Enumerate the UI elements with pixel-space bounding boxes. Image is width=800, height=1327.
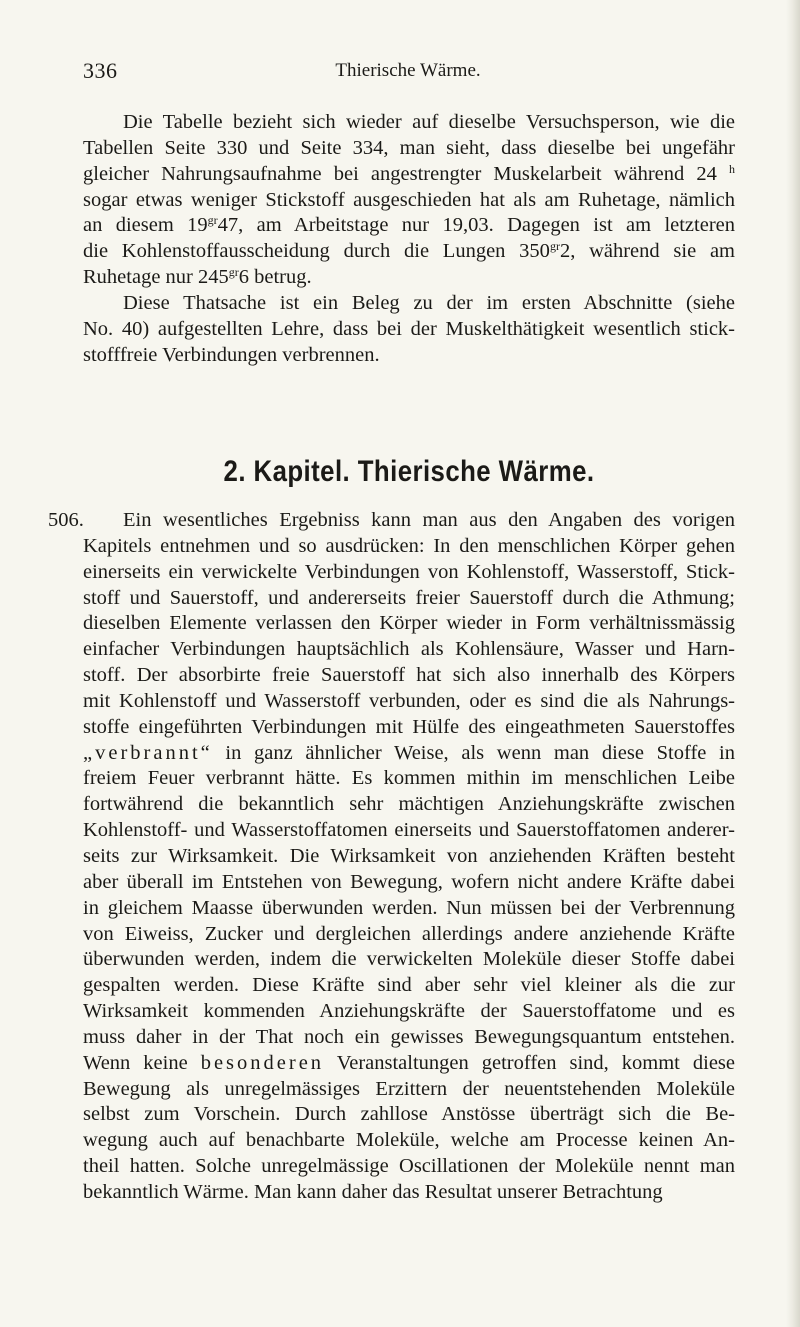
text-run: gleicher Nahrungsaufnahme bei angestrengter Muskelarbeit während 24	[83, 162, 717, 185]
text-line: sogar etwas weniger Stickstoff ausgeschieden hat als am Ruhetage, nämlich	[83, 188, 735, 211]
text-run: 6 betrug.	[238, 266, 312, 289]
text-line: Kapitels entnehmen und so ausdrücken: In den menschlichen Körper gehen	[83, 534, 735, 557]
text-run: 47, am Arbeitstage nur 19,03. Dagegen ist am letzteren	[217, 214, 735, 237]
superscript: gr	[207, 213, 218, 228]
page-number: 336	[83, 58, 118, 83]
text-line: Bewegung als unregelmässiges Erzittern der neuentstehenden Moleküle	[83, 1077, 735, 1100]
text-line: Diese Thatsache ist ein Beleg zu der im ersten Abschnitte (siehe	[123, 292, 735, 314]
text-line: Kohlenstoff- und Wasserstoffatomen einerseits und Sauerstoffatomen anderer-	[83, 819, 735, 842]
text-line: stoffe eingeführten Verbindungen mit Hülfe des eingeathmeten Sauerstoffes	[83, 715, 735, 738]
text-line	[83, 162, 735, 188]
text-line: stofffreie Verbindungen verbrennen.	[83, 343, 380, 366]
text-line: seits zur Wirksamkeit. Die Wirksamkeit von anziehenden Kräften besteht	[83, 844, 735, 867]
paragraph-3	[83, 508, 735, 1206]
text-line: Tabellen Seite 330 und Seite 334, man sieht, dass dieselbe bei ungefähr	[83, 136, 735, 159]
text-line: stoff und Sauerstoff, und andererseits freier Sauerstoff durch die Athmung;	[83, 586, 735, 609]
text-line: wegung auch auf benachbarte Moleküle, welche am Processe keinen An-	[83, 1129, 735, 1152]
superscript: gr	[228, 265, 239, 280]
text-run: an diesem 19	[83, 214, 208, 237]
text-line: theil hatten. Solche unregelmässige Oscillationen der Moleküle nennt man	[83, 1155, 735, 1178]
text-line: freiem Feuer verbrannt hätte. Es kommen mithin im menschlichen Leibe	[83, 767, 735, 790]
text-line: stoff. Der absorbirte freie Sauerstoff hat sich also innerhalb des Körpers	[83, 664, 735, 687]
text-run: die Kohlenstoffausscheidung durch die Lungen 350	[83, 240, 550, 263]
text-line: bekanntlich Wärme. Man kann daher das Resultat unserer Betrachtung	[83, 1180, 663, 1203]
running-head: Thierische Wärme.	[335, 60, 481, 81]
chapter-heading: 2. Kapitel. Thierische Wärme.	[223, 455, 595, 488]
text-line: mit Kohlenstoff und Wasserstoff verbunden, oder es sind die als Nahrungs-	[83, 689, 735, 712]
text-line	[83, 741, 735, 767]
text-line	[83, 265, 735, 291]
text-line: einerseits ein verwickelte Verbindungen von Kohlenstoff, Wasserstoff, Stick-	[83, 560, 735, 583]
text-line: aber überall im Entstehen von Bewegung, wofern nicht andere Kräfte dabei	[83, 870, 735, 893]
text-line: einfacher Verbindungen hauptsächlich als Kohlensäure, Wasser und Harn-	[83, 638, 735, 661]
text-line: gespalten werden. Diese Kräfte sind aber sehr viel kleiner als die zur	[83, 974, 735, 997]
text-run: Wenn keine	[83, 1051, 188, 1074]
text-line: fortwährend die bekanntlich sehr mächtigen Anziehungskräfte zwischen	[83, 793, 735, 816]
text-line: überwunden werden, indem die verwickelten Moleküle dieser Stoffe dabei	[83, 948, 735, 971]
superscript: h	[729, 161, 735, 176]
text-line	[83, 1051, 735, 1077]
text-line: Wirksamkeit kommenden Anziehungskräfte der Sauerstoffatome und es	[83, 1000, 735, 1023]
text-line: Die Tabelle bezieht sich wieder auf dieselbe Versuchsperson, wie die	[123, 111, 735, 133]
paragraph-1	[83, 110, 735, 291]
emphasized-text: besonderen	[200, 1051, 325, 1074]
text-line: selbst zum Vorschein. Durch zahllose Anstösse überträgt sich die Be-	[83, 1103, 735, 1126]
text-line	[83, 239, 735, 265]
text-run: 2, während sie am	[559, 240, 735, 263]
text-line: dieselben Elemente verlassen den Körper wieder in Form verhältnissmässig	[83, 612, 735, 635]
text-line: in gleichem Maasse überwunden werden. Nun müssen bei der Verbrennung	[83, 896, 735, 919]
text-run: in ganz ähnlicher Weise, als wenn man diese Stoffe in	[212, 741, 735, 764]
section-number: 506.	[48, 509, 84, 531]
emphasized-text: „verbrannt“	[83, 741, 213, 764]
text-line: muss daher in der That noch ein gewisses Bewegungsquantum entstehen.	[83, 1025, 735, 1048]
text-line: Ein wesentliches Ergebniss kann man aus den Angaben des vorigen	[123, 509, 735, 531]
text-line: von Eiweiss, Zucker und dergleichen allerdings andere anziehende Kräfte	[83, 922, 735, 945]
text-run: Veranstaltungen getroffen sind, kommt diese	[324, 1051, 735, 1074]
superscript: gr	[549, 239, 560, 254]
text-line: No. 40) aufgestellten Lehre, dass bei der Muskelthätigkeit wesentlich stick-	[83, 317, 735, 340]
text-run: Ruhetage nur 245	[83, 266, 229, 289]
page-edge-shadow	[786, 0, 800, 1327]
page-header	[83, 58, 733, 88]
text-line	[83, 213, 735, 239]
paragraph-2	[83, 291, 735, 369]
